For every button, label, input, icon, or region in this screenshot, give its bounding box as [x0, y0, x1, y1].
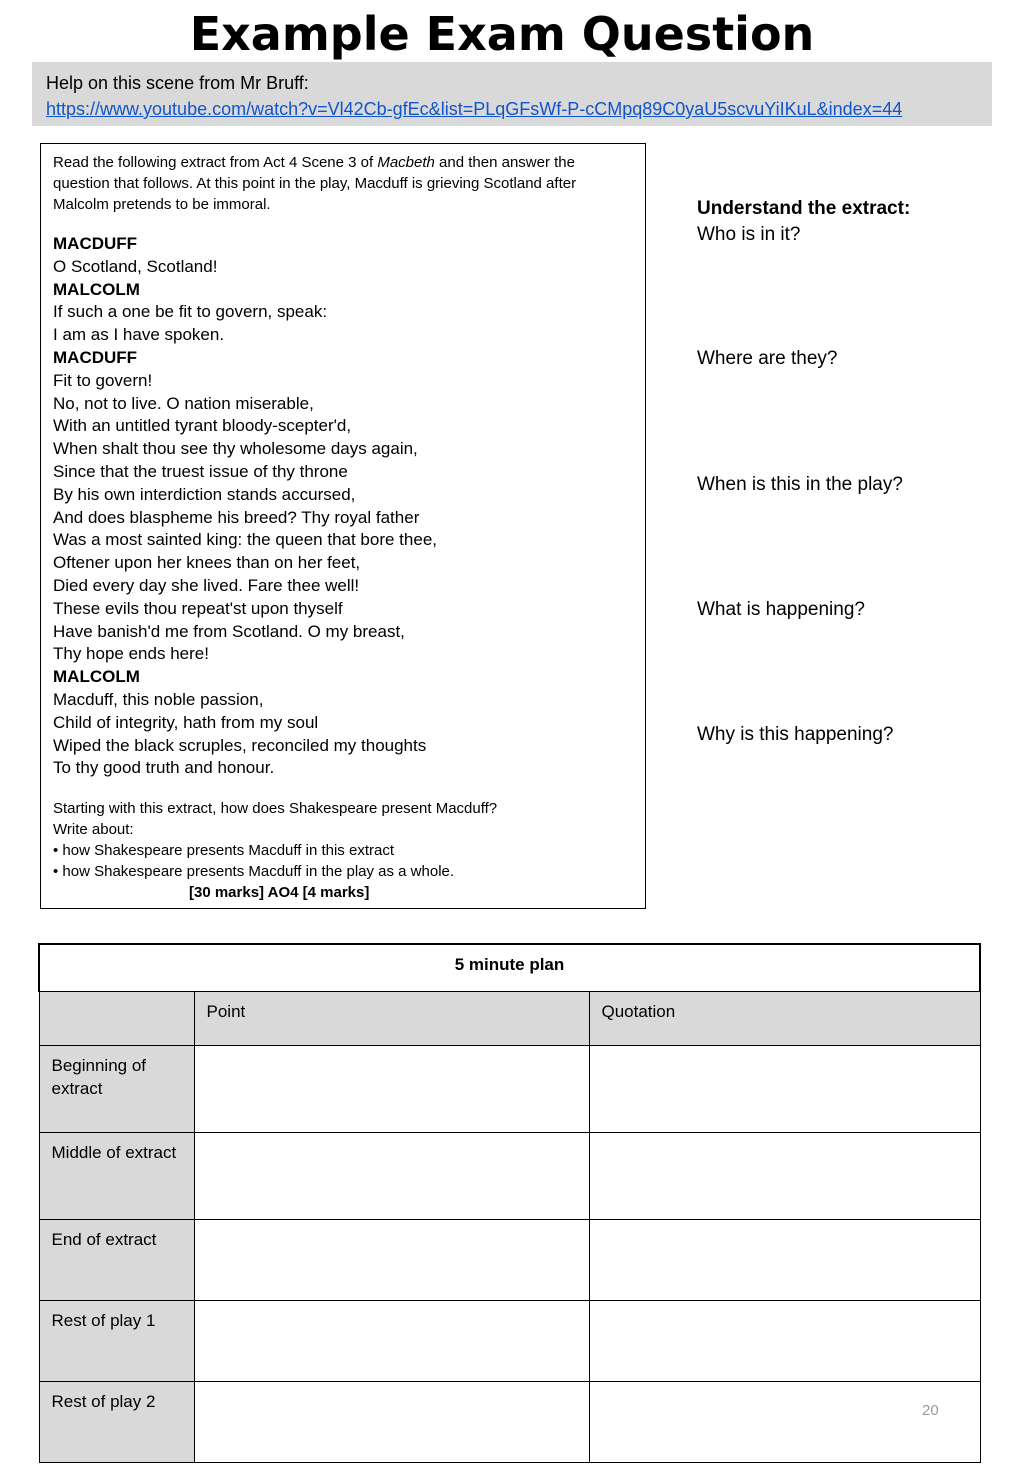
question-what: What is happening? [697, 599, 865, 620]
bullet-whole-play: • how Shakespeare presents Macduff in the play as a whole. [53, 863, 455, 881]
header-blank-cell [39, 992, 194, 1046]
speaker-name: MACDUFF [53, 347, 138, 367]
verse-line: Since that the truest issue of thy throne [53, 461, 348, 481]
understand-heading: Understand the extract: [697, 198, 911, 219]
plan-table [38, 943, 981, 1463]
understand-panel [697, 196, 1007, 745]
verse-line: Wiped the black scruples, reconciled my thoughts [53, 735, 427, 755]
verse-line: Was a most sainted king: the queen that bore thee, [53, 530, 437, 550]
verse-line: I am as I have spoken. [53, 325, 225, 345]
bullet-extract: • how Shakespeare presents Macduff in this extract [53, 842, 394, 860]
row-label-rest-1: Rest of play 1 [39, 1301, 194, 1382]
question-why: Why is this happening? [697, 724, 894, 745]
quotation-cell-end[interactable] [589, 1220, 980, 1301]
verse-line: To thy good truth and honour. [53, 758, 275, 778]
exam-question: Starting with this extract, how does Shakespeare present Macduff? [53, 800, 498, 818]
point-cell-rest-1[interactable] [194, 1301, 589, 1382]
row-label-beginning: Beginning of extract [39, 1046, 194, 1133]
help-text: Help on this scene from Mr Bruff: [46, 73, 309, 93]
verse-line: Fit to govern! [53, 370, 153, 390]
verse-line: Died every day she lived. Fare thee well! [53, 575, 360, 595]
speaker-name: MALCOLM [53, 279, 140, 299]
row-label-rest-2: Rest of play 2 [39, 1382, 194, 1463]
speaker-name: MACDUFF [53, 234, 138, 253]
plan-title: 5 minute plan [39, 944, 980, 992]
question-when: When is this in the play? [697, 474, 903, 495]
quotation-cell-rest-1[interactable] [589, 1301, 980, 1382]
quotation-cell-rest-2[interactable] [589, 1382, 980, 1463]
point-cell-rest-2[interactable] [194, 1382, 589, 1463]
verse-line: If such a one be fit to govern, speak: [53, 302, 328, 322]
verse-line: These evils thou repeat'st upon thyself [53, 598, 343, 618]
point-cell-middle[interactable] [194, 1133, 589, 1220]
point-cell-end[interactable] [194, 1220, 589, 1301]
verse-line: O Scotland, Scotland! [53, 256, 218, 276]
verse-line: Have banish'd me from Scotland. O my breast, [53, 621, 405, 641]
verse-line: Child of integrity, hath from my soul [53, 712, 319, 732]
verse-line: No, not to live. O nation miserable, [53, 393, 314, 413]
row-label-middle: Middle of extract [39, 1133, 194, 1220]
help-video-link[interactable]: https://www.youtube.com/watch?v=Vl42Cb-gfEc&list=PLqGFsWf-P-cCMpq89C0yaU5scvuYiIKuL&index=44 [46, 99, 903, 119]
write-about: Write about: [53, 821, 134, 839]
verse-line: Thy hope ends here! [53, 644, 209, 664]
page-title: Example Exam Question [189, 7, 815, 61]
header-point: Point [194, 992, 589, 1046]
speaker-name: MALCOLM [53, 667, 140, 687]
extract-box [40, 143, 646, 909]
marks-allocation: [30 marks] AO4 [4 marks] [189, 884, 370, 902]
extract-intro: Read the following extract from Act 4 Scene 3 of Macbeth and then answer the question that follows. At this point in the play, Macduff is grieving Scotland after Malcolm pretends to be immoral. [53, 154, 577, 213]
verse-line: Macduff, this noble passion, [53, 689, 264, 709]
row-label-end: End of extract [39, 1220, 194, 1301]
quotation-cell-beginning[interactable] [589, 1046, 980, 1133]
verse-line: By his own interdiction stands accursed, [53, 484, 356, 504]
extract-verse [53, 233, 633, 780]
verse-line: Oftener upon her knees than on her feet, [53, 553, 361, 573]
play-title: Macbeth [377, 154, 435, 171]
help-box [32, 62, 992, 126]
verse-line: And does blaspheme his breed? Thy royal father [53, 507, 420, 527]
page-number: 20 [922, 1402, 939, 1419]
verse-line: With an untitled tyrant bloody-scepter'd, [53, 416, 352, 436]
question-where: Where are they? [697, 348, 838, 369]
point-cell-beginning[interactable] [194, 1046, 589, 1133]
header-quotation: Quotation [589, 992, 980, 1046]
question-who: Who is in it? [697, 224, 801, 245]
verse-line: When shalt thou see thy wholesome days again, [53, 439, 418, 459]
quotation-cell-middle[interactable] [589, 1133, 980, 1220]
